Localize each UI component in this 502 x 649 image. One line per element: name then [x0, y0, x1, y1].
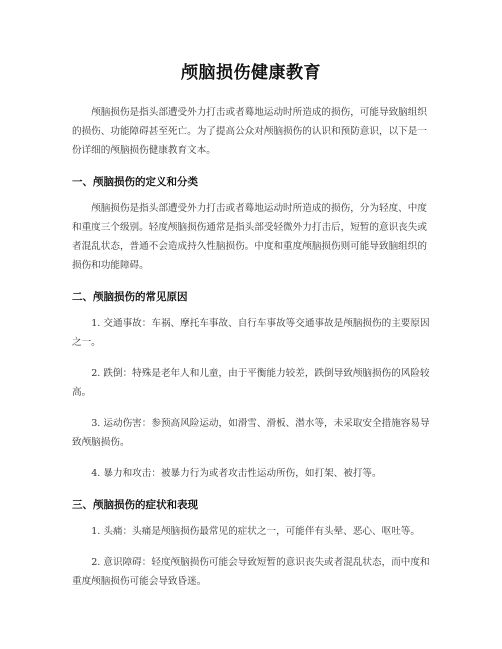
section-symptoms: [72, 497, 430, 591]
section-heading: 三、颅脑损伤的症状和表现: [72, 499, 198, 511]
section-paragraph: 颅脑损伤是指头部遭受外力打击或者蓦地运动时所造成的损伤，分为轻度、中度和重度三个级别。轻度颅脑损伤通常是指头部受轻微外力打击后，短暂的意识丧失或者混乱状态，普通不会造成持久性脑损伤。中度和重度颅脑损伤则可能导致脑组织的损伤和功能障碍。: [72, 203, 427, 271]
section-heading: 一、颅脑损伤的定义和分类: [72, 176, 198, 188]
list-item: 3. 运动伤害：参预高风险运动，如滑雪、滑板、潜水等，未采取安全措施容易导致颅脑损伤。: [72, 418, 430, 448]
section-heading: 二、颅脑损伤的常见原因: [72, 291, 188, 303]
list-item: 1. 交通事故：车祸、摩托车事故、自行车事故等交通事故是颅脑损伤的主要原因之一。: [72, 318, 430, 348]
document-title: 颅脑损伤健康教育: [181, 63, 321, 83]
list-item: 2. 意识障碍：轻度颅脑损伤可能会导致短暂的意识丧失或者混乱状态，而中度和重度颅脑损伤可能会导致昏迷。: [72, 557, 430, 587]
list-item: 4. 暴力和攻击：被暴力行为或者攻击性运动所伤，如打架、被打等。: [91, 468, 382, 479]
list-item: 1. 头痛：头痛是颅脑损伤最常见的症状之一，可能伴有头晕、恶心、呕吐等。: [91, 526, 420, 537]
section-definition: [72, 174, 430, 275]
intro-paragraph: 颅脑损伤是指头部遭受外力打击或者蓦地运动时所造成的损伤，可能导致脑组织的损伤、功能障碍甚至死亡。为了提高公众对颅脑损伤的认识和预防意识，以下是一份详细的颅脑损伤健康教育文本。: [72, 107, 427, 156]
list-item: 2. 跌倒：特殊是老年人和儿童，由于平衡能力较差，跌倒导致颅脑损伤的风险较高。: [72, 368, 430, 398]
section-causes: [72, 289, 430, 483]
